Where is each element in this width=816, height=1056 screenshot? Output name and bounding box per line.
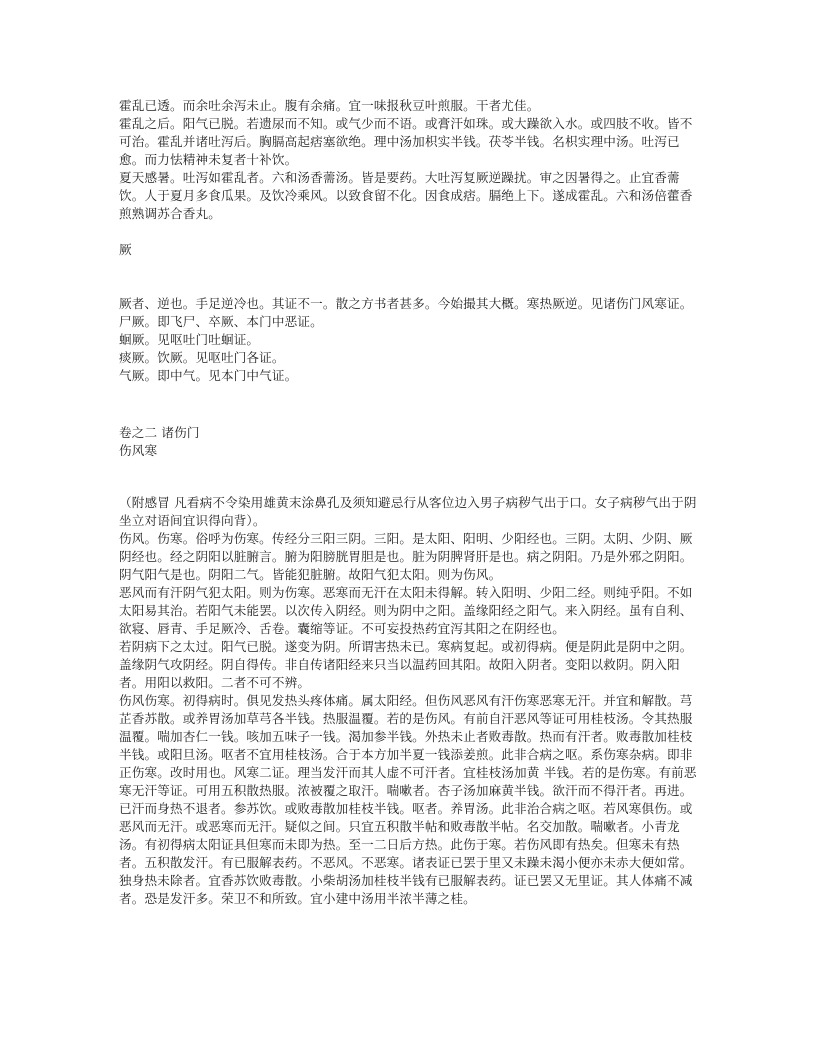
- paragraph: 若阴病下之太过。阳气已脱。遂变为阴。所谓害热未已。寒病复起。或初得病。便是阴此是阴中之阴。盖缘阴气攻阴经。阴自得传。非自传诸阳经来只当以温药回其阳。故阳入阴者。变阳以救阴。阴入阳者。用阳以救阳。二者不可不辨。: [119, 639, 693, 690]
- paragraph: 痰厥。饮厥。见呕吐门各证。: [119, 350, 285, 365]
- paragraph: 恶风而有汗阴气犯太阳。则为伤寒。恶寒而无汗在太阳未得解。转入阳明、少阳二经。则纯乎阳。不如太阳易其治。若阳气未能罢。以次传入阴经。则为阴中之阳。盖缘阳经之阳气。来入阴经。虽有自利、欲寝、唇青、手足厥冷、舌卷。囊缩等证。不可妄投热药宜泻其阳之在阴经也。: [119, 585, 693, 636]
- section-heading: 厥: [119, 242, 132, 257]
- section-huoluan: [119, 97, 704, 223]
- paragraph: 霍乱已透。而余吐余泻未止。腹有余痛。宜一味报秋豆叶煎服。干者尤佳。: [119, 98, 540, 113]
- paragraph: 气厥。即中气。见本门中气证。: [119, 368, 298, 383]
- volume-title: 卷之二 诸伤门: [119, 425, 200, 440]
- paragraph: 厥者、逆也。手足逆冷也。其证不一。散之方书者甚多。今始撮其大概。寒热厥逆。见诸伤门风寒证。: [119, 296, 693, 311]
- section-jue-heading: [119, 241, 704, 259]
- paragraph: 夏天感暑。吐泻如霍乱者。六和汤香薷汤。皆是要药。大吐泻复厥逆躁扰。审之因暑得之。止宜香薷饮。人于夏月多食瓜果。及饮冷乘风。以致食留不化。因食成痞。膈绝上下。遂成霍乱。六和汤倍藿香煎熟调苏合香丸。: [119, 170, 693, 221]
- volume-header: [119, 424, 704, 460]
- section-jue: [119, 295, 704, 385]
- chapter-title: 伤风寒: [119, 443, 158, 458]
- paragraph: 伤风伤寒。初得病时。俱见发热头疼体痛。属太阳经。但伤风恶风有汗伤寒恶寒无汗。并宜和解散。芎芷香苏散。或养胃汤加草芎各半钱。热服温覆。若的是伤风。有前自汗恶风等证可用桂枝汤。令其热服温覆。喘加杏仁一钱。咳加五味子一钱。渴加参半钱。外热未止者败毒散。热而有汗者。败毒散加桂枝半钱。或阳旦汤。呕者不宜用桂枝汤。合于本方加半夏一钱添姜煎。此非合病之呕。系伤寒杂病。即非正伤寒。改时用也。风寒二证。理当发汗而其人虚不可汗者。宜桂枝汤加黄 半钱。若的是伤寒。有前恶寒无汗等证。可用五积散热服。浓被覆之取汗。喘嗽者。杏子汤加麻黄半钱。欲汗而不得汗者。再进。已汗而身热不退者。参苏饮。或败毒散加桂枝半钱。呕者。养胃汤。此非治合病之呕。若风寒俱伤。或恶风而无汗。或恶寒而无汗。疑似之间。只宜五积散半帖和败毒散半帖。名交加散。喘嗽者。小青龙汤。有初得病太阳证具但寒而未即为热。至一二日后方热。此伤于寒。若伤风即有热矣。但寒未有热者。五积散发汗。有已服解表药。不恶风。不恶寒。诸表证已罢于里又未躁未渴小便亦未赤大便如常。独身热未除者。宜香苏饮败毒散。小柴胡汤加桂枝半钱有已服解表药。证已罢又无里证。其人体痛不减者。恐是发汗多。荣卫不和所致。宜小建中汤用半浓半薄之桂。: [119, 693, 697, 906]
- paragraph: 尸厥。即飞尸、卒厥、本门中恶证。: [119, 314, 323, 329]
- paragraph: （附感冒 凡看病不令染用雄黄末涂鼻孔及须知避忌行从客位边入男子病秽气出于口。女子病秽气出于阴坐立对语间宜识得向背）。: [119, 495, 697, 528]
- paragraph: 蛔厥。见呕吐门吐蛔证。: [119, 332, 260, 347]
- paragraph: 伤风。伤寒。俗呼为伤寒。传经分三阳三阴。三阳。是太阳、阳明、少阳经也。三阴。太阴、少阴、厥阴经也。经之阴阳以脏腑言。腑为阳膀胱胃胆是也。脏为阴脾肾肝是也。病之阴阳。乃是外邪之阴阳。阴气阳气是也。阴阳二气。皆能犯脏腑。故阳气犯太阳。则为伤风。: [119, 531, 693, 582]
- paragraph: 霍乱之后。阳气已脱。若遗尿而不知。或气少而不语。或膏汗如珠。或大躁欲入水。或四肢不收。皆不可治。霍乱并诸吐泻后。胸膈高起痞塞欲绝。理中汤加枳实半钱。茯苓半钱。名枳实理中汤。吐泻已愈。而力怯精神未复者十补饮。: [119, 116, 693, 167]
- section-shanghan: [119, 494, 704, 908]
